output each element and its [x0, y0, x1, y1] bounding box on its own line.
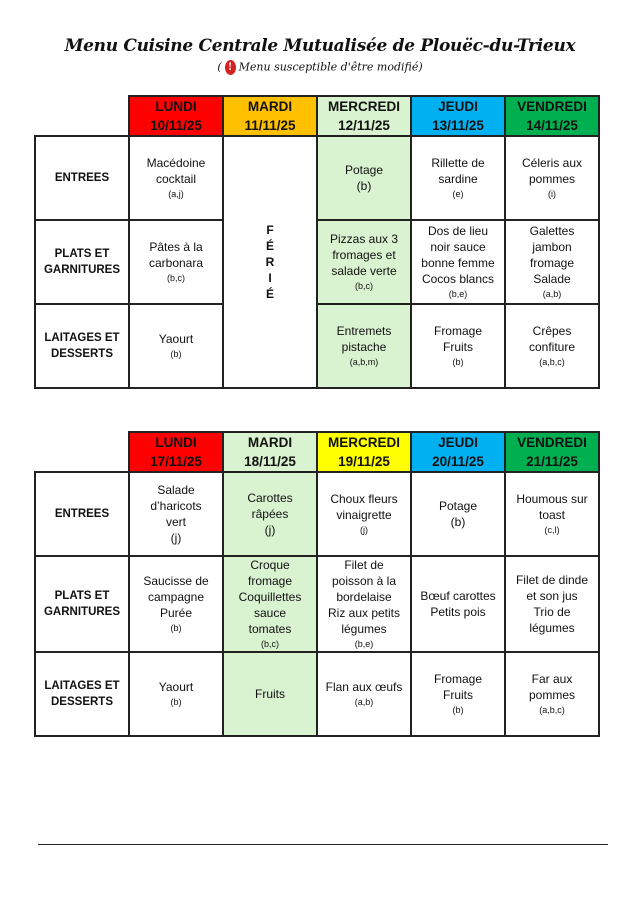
allergen-codes: (a,b)	[354, 697, 374, 707]
menu-cell	[411, 304, 505, 388]
day-date: 18/11/25	[244, 454, 296, 469]
ferie-cell	[223, 136, 317, 388]
dish-line: Saucisse de	[143, 574, 209, 588]
day-header-mercredi	[317, 96, 411, 136]
menu-cell	[505, 220, 599, 304]
day-header-jeudi	[411, 96, 505, 136]
allergen-codes: (b,e)	[354, 639, 374, 649]
day-name: MERCREDI	[327, 99, 400, 114]
dish-line: sardine	[438, 172, 478, 186]
day-date: 19/11/25	[338, 454, 390, 469]
row-label	[35, 556, 129, 652]
day-date: 20/11/25	[432, 454, 484, 469]
footer-divider	[38, 844, 608, 845]
dish-line: Petits pois	[430, 605, 486, 619]
dish-line: Yaourt	[158, 332, 194, 346]
dish-line: (b)	[450, 515, 466, 529]
dish-line: sauce	[253, 606, 287, 620]
day-header-jeudi	[411, 432, 505, 472]
dish-line: Choux fleurs	[330, 492, 398, 506]
row-label-line: LAITAGES ET	[44, 680, 120, 692]
day-name: VENDREDI	[517, 99, 587, 114]
menu-cell	[129, 136, 223, 220]
row-label	[35, 136, 129, 220]
dish-line: Pâtes à la	[149, 240, 203, 254]
day-name: MARDI	[247, 435, 293, 450]
dish-line: vinaigrette	[336, 508, 392, 522]
dish-line: Rillette de	[431, 156, 485, 170]
dish-line: d’haricots	[150, 499, 202, 513]
dish-line: Fruits	[443, 688, 473, 702]
dish-line: Galettes	[529, 224, 575, 238]
dish-line: noir sauce	[430, 240, 486, 254]
ferie-letter: É	[265, 287, 274, 301]
dish-line: Filet de	[344, 558, 384, 572]
dish-line: Macédoine	[146, 156, 206, 170]
corner	[35, 96, 129, 136]
menu-cell	[129, 220, 223, 304]
menu-cell	[129, 556, 223, 652]
dish-line: fromage	[247, 574, 293, 588]
day-name: JEUDI	[438, 99, 478, 114]
dish-line: Entremets	[336, 324, 392, 338]
dish-line: râpées	[251, 507, 289, 521]
dish-line: Fromage	[433, 324, 483, 338]
dish-line: Dos de lieu	[427, 224, 489, 238]
dish-line: bordelaise	[336, 590, 392, 604]
subtitle-text: Menu susceptible d'être modifié)	[238, 60, 423, 74]
dish-line: jambon	[532, 240, 572, 254]
allergen-codes: (b)	[452, 357, 464, 367]
dish-line: Far aux	[531, 672, 573, 686]
day-name: LUNDI	[155, 99, 197, 114]
allergen-codes: (i)	[548, 189, 556, 199]
day-header-mardi	[223, 96, 317, 136]
menu-cell	[317, 652, 411, 736]
allergen-codes: (j)	[360, 525, 368, 535]
day-date: 14/11/25	[526, 118, 578, 133]
dish-line: Potage	[438, 499, 478, 513]
day-date: 17/11/25	[150, 454, 202, 469]
dish-line: pistache	[341, 340, 387, 354]
day-name: VENDREDI	[517, 435, 587, 450]
allergen-codes: (a,b)	[542, 289, 562, 299]
menu-cell	[505, 472, 599, 556]
dish-line: Croque	[250, 558, 290, 572]
dish-line: (j)	[264, 523, 276, 537]
menu-table-week-2	[34, 431, 600, 737]
allergen-codes: (a,b,c)	[539, 705, 565, 715]
table-row	[35, 556, 599, 652]
dish-line: fromage	[529, 256, 575, 270]
row-label	[35, 304, 129, 388]
row-label-line: ENTREES	[54, 508, 110, 520]
dish-line: Houmous sur	[516, 492, 588, 506]
dish-line: Bœuf carottes	[420, 589, 496, 603]
dish-line: (j)	[170, 531, 182, 545]
allergen-codes: (a,j)	[168, 189, 184, 199]
subtitle	[0, 60, 640, 75]
page-title: Menu Cuisine Centrale Mutualisée de Plouëc-du-Trieux	[64, 36, 576, 56]
dish-line: (b)	[356, 179, 372, 193]
day-header-vendredi	[505, 96, 599, 136]
menu-cell	[505, 556, 599, 652]
dish-line: bonne femme	[421, 256, 495, 270]
table-row	[35, 652, 599, 736]
dish-line: Fruits	[443, 340, 473, 354]
row-label-line: ENTREES	[54, 172, 110, 184]
allergen-codes: (b,c)	[355, 281, 373, 291]
menu-cell	[317, 136, 411, 220]
allergen-codes: (c,l)	[544, 525, 560, 535]
menu-cell	[411, 556, 505, 652]
allergen-codes: (b,c)	[261, 639, 279, 649]
dish-line: Filet de dinde	[515, 573, 589, 587]
dish-line: Céleris aux	[521, 156, 583, 170]
menu-cell	[505, 304, 599, 388]
dish-line: campagne	[147, 590, 205, 604]
warning-icon: !	[225, 60, 236, 75]
table-row	[35, 220, 599, 304]
dish-line: Salade	[157, 483, 195, 497]
dish-line: Fruits	[255, 687, 285, 701]
dish-line: Salade	[533, 272, 571, 286]
row-label-line: PLATS ET	[54, 590, 110, 602]
dish-line: fromages et	[332, 248, 396, 262]
row-label-line: GARNITURES	[43, 264, 121, 276]
day-name: MARDI	[247, 99, 293, 114]
corner	[35, 432, 129, 472]
dish-line: Riz aux petits	[327, 606, 401, 620]
dish-line: Trio de	[533, 605, 571, 619]
dish-line: Flan aux œufs	[325, 680, 403, 694]
allergen-codes: (e)	[452, 189, 464, 199]
dish-line: Crêpes	[532, 324, 572, 338]
day-date: 13/11/25	[432, 118, 484, 133]
menu-cell	[317, 304, 411, 388]
header-row	[35, 96, 599, 136]
dish-line: vert	[165, 515, 186, 529]
dish-line: Coquillettes	[238, 590, 302, 604]
ferie-letter: I	[268, 271, 272, 285]
dish-line: légumes	[341, 622, 387, 636]
menu-cell	[317, 556, 411, 652]
menu-cell	[317, 220, 411, 304]
dish-line: Pizzas aux 3	[329, 232, 399, 246]
dish-line: et son jus	[526, 589, 578, 603]
dish-line: cocktail	[155, 172, 196, 186]
menu-cell	[411, 136, 505, 220]
ferie-letter: R	[265, 255, 275, 269]
dish-line: légumes	[529, 621, 575, 635]
row-label-line: PLATS ET	[54, 248, 110, 260]
menu-cell	[317, 472, 411, 556]
menu-cell	[129, 472, 223, 556]
menu-cell	[411, 652, 505, 736]
menu-cell	[411, 220, 505, 304]
dish-line: Cocos blancs	[421, 272, 495, 286]
allergen-codes: (b)	[170, 349, 182, 359]
dish-line: carbonara	[148, 256, 204, 270]
allergen-codes: (b)	[170, 697, 182, 707]
day-date: 10/11/25	[150, 118, 202, 133]
dish-line: Carottes	[247, 491, 293, 505]
menu-cell	[129, 652, 223, 736]
menu-cell	[129, 304, 223, 388]
table-row	[35, 472, 599, 556]
allergen-codes: (a,b,c)	[539, 357, 565, 367]
table-row	[35, 304, 599, 388]
day-date: 21/11/25	[526, 454, 578, 469]
dish-line: Fromage	[433, 672, 483, 686]
allergen-codes: (b)	[170, 623, 182, 633]
dish-line: pommes	[528, 172, 575, 186]
menu-cell	[411, 472, 505, 556]
row-label-line: GARNITURES	[43, 606, 121, 618]
allergen-codes: (b,c)	[167, 273, 185, 283]
subtitle-paren: (	[217, 60, 222, 74]
day-name: MERCREDI	[327, 435, 400, 450]
dish-line: Yaourt	[158, 680, 194, 694]
menu-cell	[505, 652, 599, 736]
dish-line: confiture	[528, 340, 576, 354]
menu-cell	[223, 652, 317, 736]
dish-line: Potage	[344, 163, 384, 177]
allergen-codes: (b,e)	[448, 289, 468, 299]
day-header-mardi	[223, 432, 317, 472]
day-header-lundi	[129, 96, 223, 136]
dish-line: salade verte	[331, 264, 397, 278]
day-date: 11/11/25	[244, 118, 296, 133]
allergen-codes: (b)	[452, 705, 464, 715]
day-header-vendredi	[505, 432, 599, 472]
ferie-letter: É	[265, 239, 274, 253]
row-label	[35, 220, 129, 304]
row-label-line: LAITAGES ET	[44, 332, 120, 344]
row-label-line: DESSERTS	[51, 696, 113, 708]
menu-table-week-1	[34, 95, 600, 389]
row-label	[35, 652, 129, 736]
ferie-letter: F	[266, 223, 274, 237]
day-name: LUNDI	[155, 435, 197, 450]
row-label	[35, 472, 129, 556]
allergen-codes: (a,b,m)	[349, 357, 379, 367]
dish-line: Purée	[159, 606, 193, 620]
menu-cell	[223, 556, 317, 652]
day-header-lundi	[129, 432, 223, 472]
row-label-line: DESSERTS	[51, 348, 113, 360]
day-date: 12/11/25	[338, 118, 390, 133]
header-row	[35, 432, 599, 472]
table-row	[35, 136, 599, 220]
day-name: JEUDI	[438, 435, 478, 450]
dish-line: toast	[538, 508, 565, 522]
day-header-mercredi	[317, 432, 411, 472]
dish-line: pommes	[528, 688, 575, 702]
dish-line: tomates	[248, 622, 292, 636]
menu-cell	[505, 136, 599, 220]
menu-cell	[223, 472, 317, 556]
dish-line: poisson à la	[331, 574, 397, 588]
